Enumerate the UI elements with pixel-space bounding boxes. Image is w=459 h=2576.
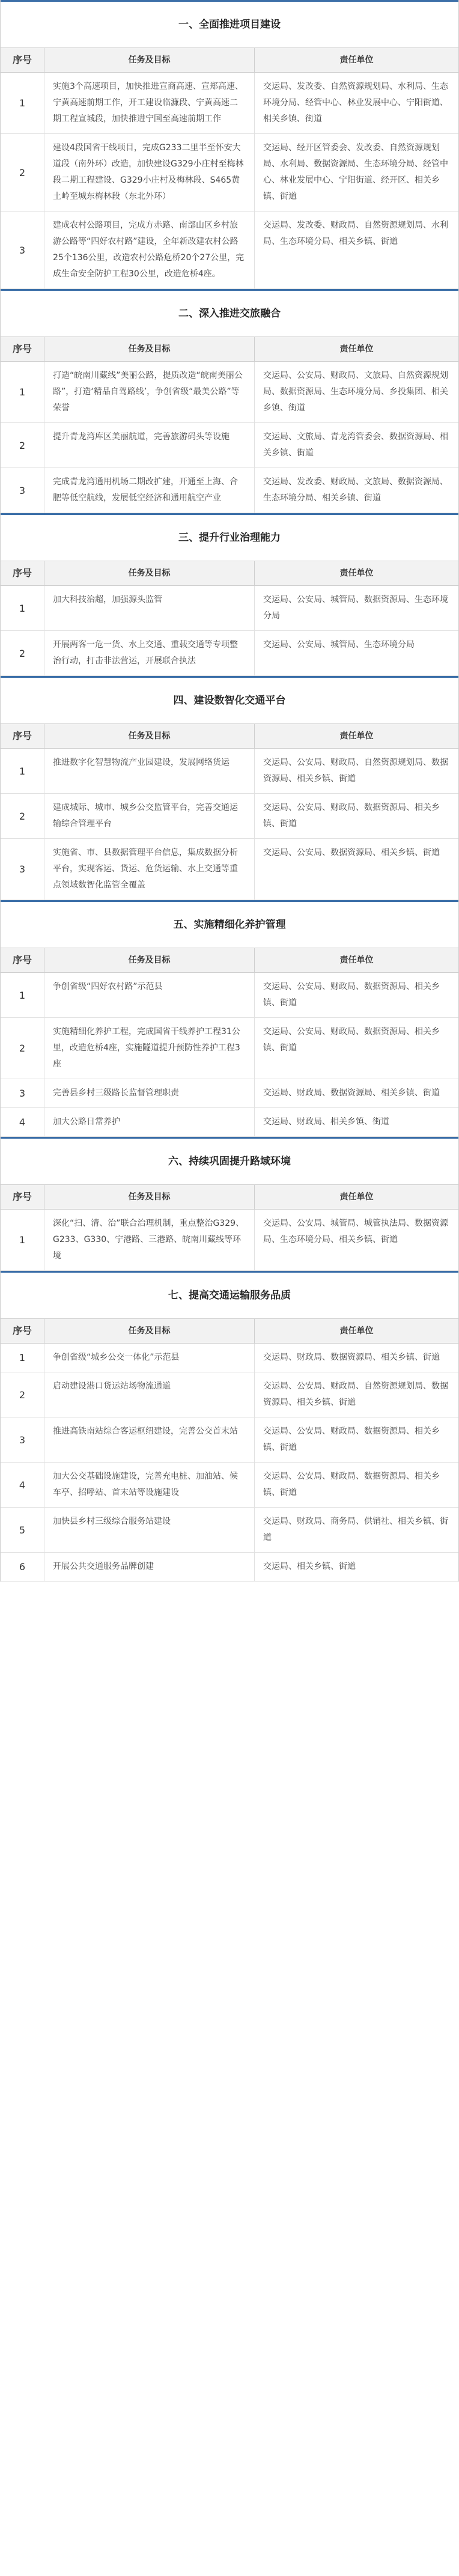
table-row xyxy=(1,1108,458,1137)
table-row xyxy=(1,468,458,513)
header-unit: 责任单位 xyxy=(339,1326,374,1336)
header-task: 任务及目标 xyxy=(44,561,255,585)
task-section xyxy=(0,1137,459,1271)
row-number: 1 xyxy=(1,73,44,133)
row-task: 加快县乡村三级综合服务站建设 xyxy=(44,1508,255,1552)
row-task: 推进高铁南站综合客运枢纽建设，完善公交首末站 xyxy=(44,1417,255,1462)
row-task: 建设4段国省干线项目，完成G233二里半至怀安大道段（南外环）改造，加快建设G329小庄村至梅林段二期工程建设、G329小庄村及梅林段、S465黄土岭至城东梅林段（东北外环） xyxy=(44,134,255,211)
row-unit: 交运局、发改委、财政局、文旅局、数据资源局、生态环境分局、相关乡镇、街道 xyxy=(263,477,448,503)
row-unit: 交运局、公安局、城管局、生态环境分局 xyxy=(263,640,415,650)
row-task: 加大公路日常养护 xyxy=(44,1108,255,1136)
row-task: 推进数字化智慧物流产业园建设，发展网络货运 xyxy=(44,749,255,793)
table-row xyxy=(1,749,458,794)
row-number: 3 xyxy=(1,1079,44,1107)
row-task: 启动建设港口货运站场物流通道 xyxy=(44,1372,255,1417)
table-row xyxy=(1,423,458,468)
table-row xyxy=(1,1417,458,1463)
table-row xyxy=(1,212,458,289)
row-number: 4 xyxy=(1,1463,44,1507)
task-section xyxy=(0,289,459,513)
header-task: 任务及目标 xyxy=(44,1319,255,1343)
row-task: 实施精细化养护工程，完成国省干线养护工程31公里，改造危桥4座，实施隧道提升预防性养护工程3座 xyxy=(44,1018,255,1079)
section-title: 四、建设数智化交通平台 xyxy=(1,676,458,724)
row-unit: 交运局、发改委、财政局、自然资源规划局、水利局、生态环境分局、相关乡镇、街道 xyxy=(263,221,448,246)
row-number: 1 xyxy=(1,1344,44,1372)
section-title: 二、深入推进交旅融合 xyxy=(1,289,458,337)
task-section xyxy=(0,676,459,900)
table-row xyxy=(1,73,458,134)
row-unit: 交运局、公安局、财政局、自然资源规划局、数据资源局、相关乡镇、街道 xyxy=(263,1381,448,1407)
section-title: 七、提高交通运输服务品质 xyxy=(1,1271,458,1319)
row-number: 3 xyxy=(1,212,44,288)
table-row xyxy=(1,1344,458,1372)
row-number: 1 xyxy=(1,586,44,630)
task-section xyxy=(0,0,459,289)
row-task: 实施省、市、县数据管理平台信息，集成数据分析平台，实现客运、货运、危货运输、水上交通等重点领域数智化监管全覆盖 xyxy=(44,839,255,900)
header-task: 任务及目标 xyxy=(44,48,255,72)
row-unit: 交运局、公安局、数据资源局、相关乡镇、街道 xyxy=(263,848,440,857)
row-unit: 交运局、发改委、自然资源规划局、水利局、生态环境分局、经管中心、林业发展中心、宁阳街道、相关乡镇、街道 xyxy=(263,82,448,124)
table-row xyxy=(1,1463,458,1508)
header-no: 序号 xyxy=(1,724,44,748)
section-title: 五、实施精细化养护管理 xyxy=(1,900,458,948)
row-unit: 交运局、财政局、相关乡镇、街道 xyxy=(263,1117,389,1127)
table-header xyxy=(1,561,458,586)
table-row xyxy=(1,1210,458,1271)
row-number: 1 xyxy=(1,973,44,1017)
section-title: 三、提升行业治理能力 xyxy=(1,513,458,561)
header-unit: 责任单位 xyxy=(339,55,374,65)
section-title: 六、持续巩固提升路域环境 xyxy=(1,1137,458,1185)
header-unit: 责任单位 xyxy=(339,568,374,578)
table-row xyxy=(1,134,458,212)
row-task: 争创省级“城乡公交一体化”示范县 xyxy=(44,1344,255,1372)
table-header xyxy=(1,337,458,362)
row-task: 建成城际、城市、城乡公交监管平台，完善交通运输综合管理平台 xyxy=(44,794,255,838)
header-unit: 责任单位 xyxy=(339,344,374,354)
header-no: 序号 xyxy=(1,561,44,585)
table-row xyxy=(1,586,458,631)
row-unit: 交运局、相关乡镇、街道 xyxy=(263,1562,356,1571)
row-unit: 交运局、公安局、财政局、数据资源局、相关乡镇、街道 xyxy=(263,1427,440,1452)
table-header xyxy=(1,1319,458,1344)
table-row xyxy=(1,631,458,676)
row-unit: 交运局、公安局、城管局、数据资源局、生态环境分局 xyxy=(263,595,448,621)
row-number: 3 xyxy=(1,839,44,900)
header-task: 任务及目标 xyxy=(44,1185,255,1209)
row-task: 实施3个高速项目，加快推进宣商高速、宣郑高速、宁黄高速前期工作，开工建设临濂段、宁黄高速二期工程宣城段，加快推进宁国至高速前期工作 xyxy=(44,73,255,133)
header-no: 序号 xyxy=(1,337,44,361)
row-unit: 交运局、经开区管委会、发改委、自然资源规划局、水利局、数据资源局、生态环境分局、经管中心、林业发展中心、宁阳街道、经开区、相关乡镇、街道 xyxy=(263,143,448,201)
row-number: 1 xyxy=(1,1210,44,1270)
table-row xyxy=(1,973,458,1018)
header-task: 任务及目标 xyxy=(44,948,255,972)
row-task: 加大公交基础设施建设，完善充电桩、加油站、候车亭、招呼站、首末站等设施建设 xyxy=(44,1463,255,1507)
row-unit: 交运局、公安局、财政局、文旅局、自然资源规划局、数据资源局、生态环境分局、乡投集团、相关乡镇、街道 xyxy=(263,371,448,413)
row-number: 3 xyxy=(1,1417,44,1462)
row-task: 打造“皖南川藏线”美丽公路，提质改造“皖南美丽公路”，打造‘精品自驾路线’，争创省级“最美公路”等荣誉 xyxy=(44,362,255,422)
row-task: 加大科技治超，加强源头监管 xyxy=(44,586,255,630)
row-task: 建成农村公路项目，完成方赤路、南部山区乡村旅游公路等“四好农村路”建设，全年新改建农村公路25个136公里，改造农村公路危桥20个27公里，完成生命安全防护工程30公里，改造危桥4座。 xyxy=(44,212,255,288)
header-no: 序号 xyxy=(1,948,44,972)
row-number: 1 xyxy=(1,362,44,422)
row-unit: 交运局、文旅局、青龙湾管委会、数据资源局、相关乡镇、街道 xyxy=(263,432,448,458)
row-task: 争创省级“四好农村路”示范县 xyxy=(44,973,255,1017)
row-task: 开展公共交通服务品牌创建 xyxy=(44,1553,255,1581)
row-unit: 交运局、财政局、数据资源局、相关乡镇、街道 xyxy=(263,1353,440,1362)
row-number: 5 xyxy=(1,1508,44,1552)
header-unit: 责任单位 xyxy=(339,731,374,741)
row-number: 2 xyxy=(1,794,44,838)
table-header xyxy=(1,1185,458,1210)
header-no: 序号 xyxy=(1,1185,44,1209)
header-task: 任务及目标 xyxy=(44,337,255,361)
task-section xyxy=(0,1271,459,1582)
row-unit: 交运局、公安局、财政局、数据资源局、相关乡镇、街道 xyxy=(263,982,440,1008)
table-row xyxy=(1,1372,458,1417)
task-section xyxy=(0,900,459,1137)
table-row xyxy=(1,362,458,423)
row-task: 开展两客一危一货、水上交通、重载交通等专项整治行动，打击非法营运，开展联合执法 xyxy=(44,631,255,675)
table-header xyxy=(1,724,458,749)
row-task: 完善县乡村三级路长监督管理职责 xyxy=(44,1079,255,1107)
row-unit: 交运局、公安局、财政局、自然资源规划局、数据资源局、相关乡镇、街道 xyxy=(263,758,448,784)
table-header xyxy=(1,48,458,73)
row-number: 3 xyxy=(1,468,44,513)
row-unit: 交运局、公安局、财政局、数据资源局、相关乡镇、街道 xyxy=(263,1027,440,1053)
table-header xyxy=(1,948,458,973)
header-unit: 责任单位 xyxy=(339,1192,374,1202)
row-number: 2 xyxy=(1,631,44,675)
row-task: 深化“扫、清、治”联合治理机制，重点整治G329、G233、G330、宁港路、三港路、皖南川藏线等环境 xyxy=(44,1210,255,1270)
table-row xyxy=(1,1508,458,1553)
table-row xyxy=(1,1018,458,1079)
row-number: 2 xyxy=(1,1372,44,1417)
row-task: 提升青龙湾库区美丽航道，完善旅游码头等设施 xyxy=(44,423,255,467)
table-row xyxy=(1,1079,458,1108)
row-number: 2 xyxy=(1,423,44,467)
header-no: 序号 xyxy=(1,48,44,72)
table-row xyxy=(1,1553,458,1582)
row-unit: 交运局、公安局、财政局、数据资源局、相关乡镇、街道 xyxy=(263,803,440,829)
row-number: 4 xyxy=(1,1108,44,1136)
row-task: 完成青龙湾通用机场二期改扩建，开通至上海、合肥等低空航线，发展低空经济和通用航空产业 xyxy=(44,468,255,513)
task-section xyxy=(0,513,459,676)
header-unit: 责任单位 xyxy=(339,955,374,965)
row-unit: 交运局、财政局、商务局、供销社、相关乡镇、街道 xyxy=(263,1517,448,1542)
row-unit: 交运局、公安局、城管局、城管执法局、数据资源局、生态环境分局、相关乡镇、街道 xyxy=(263,1219,448,1244)
row-number: 1 xyxy=(1,749,44,793)
row-number: 2 xyxy=(1,134,44,211)
row-number: 2 xyxy=(1,1018,44,1079)
section-title: 一、全面推进项目建设 xyxy=(1,0,458,48)
row-number: 6 xyxy=(1,1553,44,1581)
table-row xyxy=(1,794,458,839)
row-unit: 交运局、财政局、数据资源局、相关乡镇、街道 xyxy=(263,1088,440,1098)
row-unit: 交运局、公安局、财政局、数据资源局、相关乡镇、街道 xyxy=(263,1472,440,1497)
table-row xyxy=(1,839,458,900)
header-task: 任务及目标 xyxy=(44,724,255,748)
header-no: 序号 xyxy=(1,1319,44,1343)
